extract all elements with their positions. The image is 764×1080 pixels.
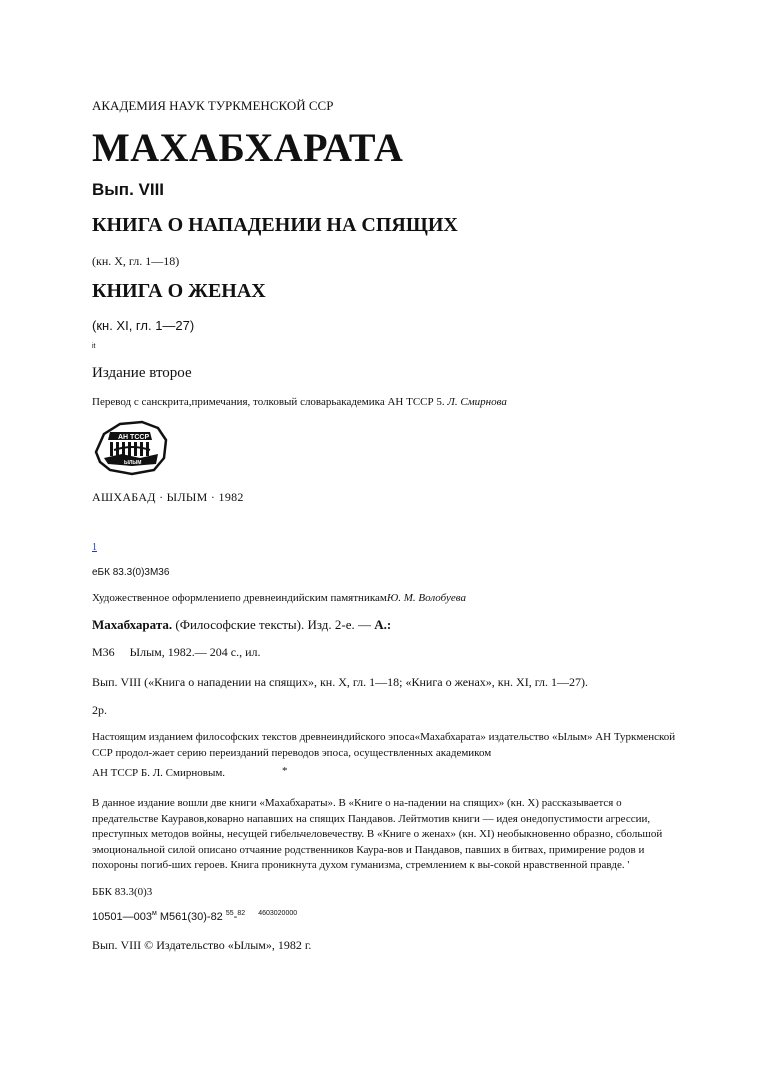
- catalog-sub2: 82: [237, 910, 246, 917]
- bibliographic-volume: Вып. VIII («Книга о нападении на спящих», кн. X, гл. 1—18; «Книга о женах», кн. XI, гл. 1—27).: [92, 675, 589, 689]
- bbk-classification: ББК 83.3(0)3: [92, 886, 153, 898]
- stray-mark: it: [92, 343, 96, 350]
- publisher-emblem-icon: [92, 418, 172, 478]
- catalog-dash: -: [233, 911, 238, 923]
- translation-credit: [92, 396, 507, 408]
- imprint: АШХАБАД · ЫЛЫМ · 1982: [92, 490, 244, 504]
- book2-title: КНИГА О ЖЕНАХ: [92, 280, 266, 302]
- annotation-paragraph-1-end: АН ТССР Б. Л. Смирновым.: [92, 767, 226, 779]
- book-title: МАХАБХАРАТА: [92, 125, 404, 170]
- publisher-logo: [92, 418, 172, 478]
- catalog-mid: М561(30)-82: [156, 911, 226, 923]
- issue-number: Вып. VIII: [92, 180, 165, 199]
- catalog-sup2: 55: [225, 910, 234, 917]
- translation-text: Перевод с санскрита,примечания, толковый словарьакадемика АН ТССР 5.: [92, 396, 445, 408]
- edition-label: Издание второе: [92, 365, 192, 381]
- bib-title-bold: Махабхарата.: [92, 617, 173, 632]
- book1-reference: (кн. X, гл. 1—18): [92, 254, 180, 268]
- catalog-code: [92, 910, 297, 923]
- design-text: Художественное оформлениепо древнеиндийским памятникам: [92, 592, 387, 604]
- annotation-paragraph-2: В данное издание вошли две книги «Махабхараты». В «Книге о на-падении на спящих» (кн. X) рассказывается о предательстве Кауравов,коварно напавших на спящих Пандавов. Лейтмотив книги — идея онедопустимости агрессии, преступных методов войны, несущей гибельчеловечеству. В «Книге о женах» (кн. XI) необыкновенно образно, сбольшой эмоциональной силой описано отчаяние родственников Каура-вов и Пандавов, павших в битвах, примирение родов и похороны погиб-ших героев. Книга проникнута духом гуманизма, стремлением к вы-сокой нравственной правде. ': [92, 797, 663, 872]
- asterisk-mark: *: [282, 765, 288, 777]
- catalog-main: 10501—003: [92, 911, 152, 923]
- catalog-number: 4603020000: [258, 910, 298, 917]
- copyright-line: Вып. VIII © Издательство «Ылым», 1982 г.: [92, 938, 312, 952]
- price: 2р.: [92, 703, 107, 717]
- logo-bottom-text: ЫЛЫМ: [124, 460, 142, 466]
- book2-reference: (кн. XI, гл. 1—27): [92, 318, 195, 333]
- annotation-paragraph-1: Настоящим изданием философских текстов древнеиндийского эпоса«Махабхарата» издательство «Ылым» АН Туркменской ССР продол-жает серию переизданий переводов эпоса, осуществленных академиком: [92, 731, 676, 759]
- designer-name: Ю. М. Волобуева: [386, 592, 466, 604]
- bibliographic-title: [92, 617, 391, 633]
- bib-title-rest: (Философские тексты). Изд. 2-е. —: [172, 617, 375, 632]
- bib-title-city: А.:: [374, 617, 392, 632]
- translator-name: Л. Смирнова: [447, 396, 507, 408]
- bibliographic-publisher: М36 Ылым, 1982.— 204 с., ил.: [92, 645, 261, 659]
- design-credit: [92, 592, 466, 604]
- logo-top-text: АН ТССР: [118, 434, 150, 441]
- book1-title: КНИГА О НАПАДЕНИИ НА СПЯЩИХ: [92, 214, 458, 236]
- catalog-sup: м: [151, 910, 157, 917]
- bbk-code: еБК 83.3(0)3М36: [92, 567, 170, 578]
- academy-name: АКАДЕМИЯ НАУК ТУРКМЕНСКОЙ ССР: [92, 98, 334, 113]
- page-number-link[interactable]: 1: [92, 542, 97, 553]
